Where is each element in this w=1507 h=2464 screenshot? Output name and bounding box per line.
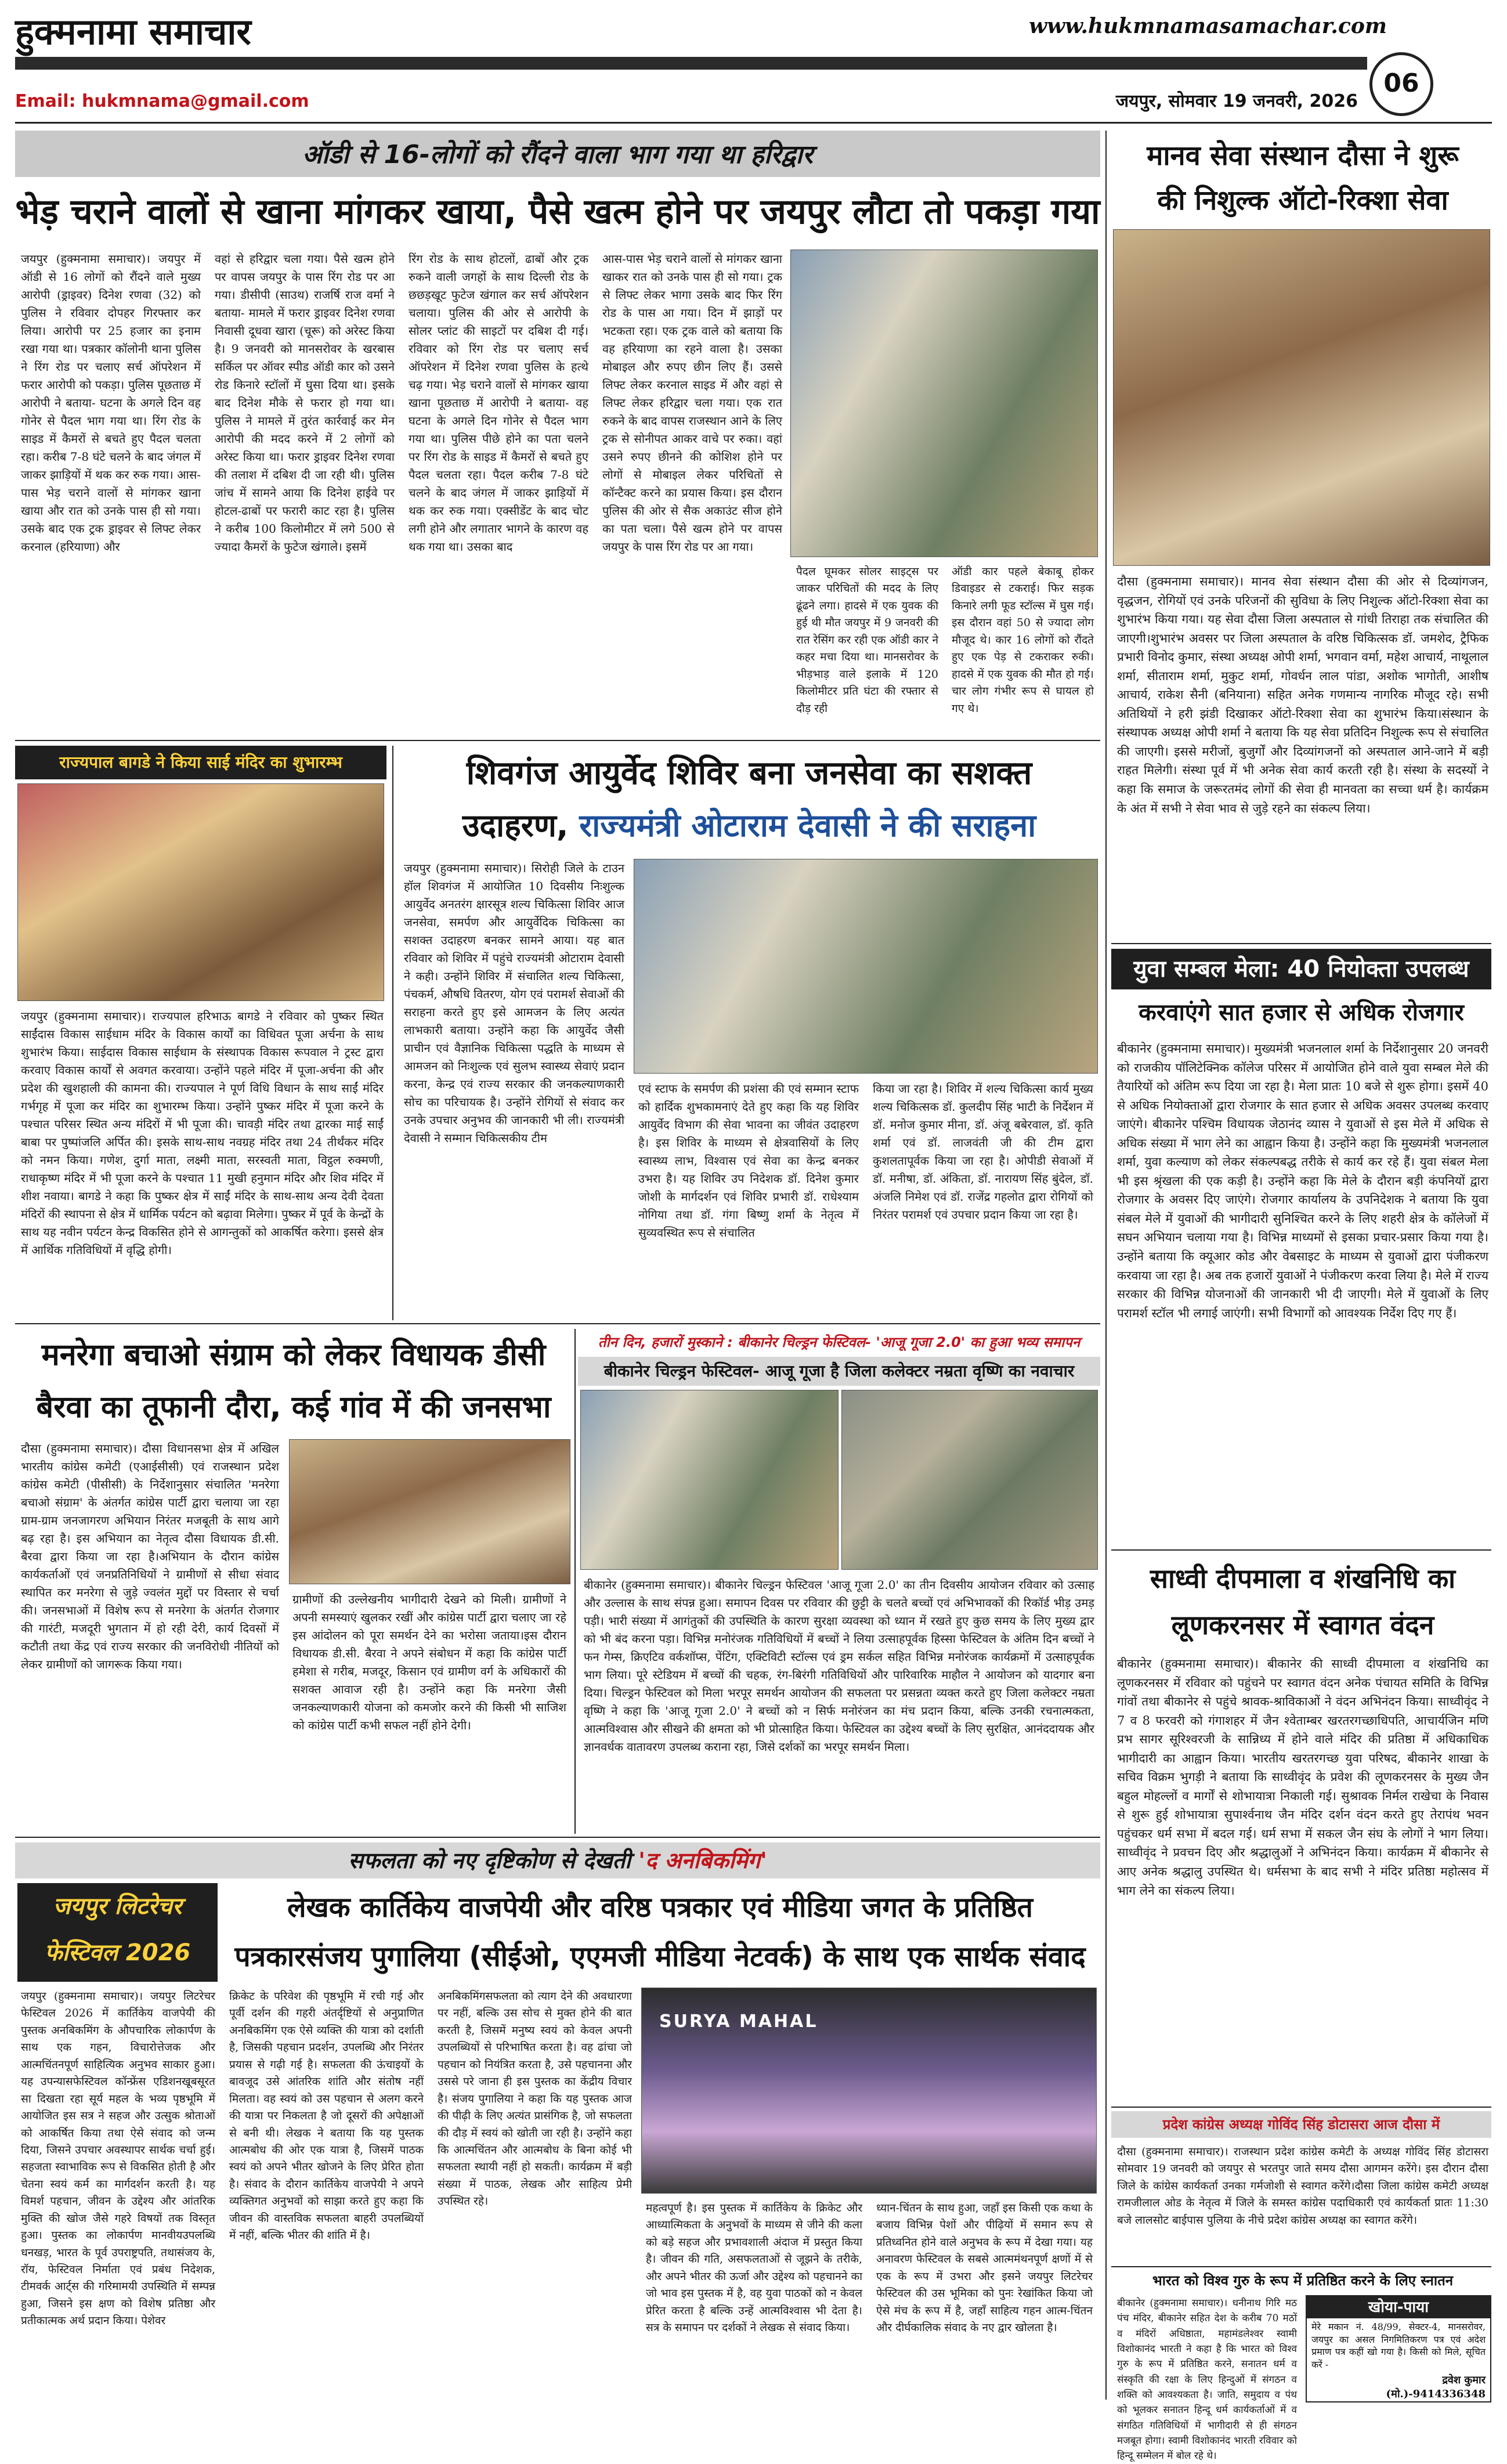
s2-headline-1: मानव सेवा संस्थान दौसा ने शुरू xyxy=(1147,140,1459,172)
s2-headline-2: की निशुल्क ऑटो-रिक्शा सेवा xyxy=(1157,185,1448,216)
s1-bottom-rule xyxy=(15,740,1100,741)
s11-kicker-b: 'द अनबिकमिंग' xyxy=(638,1848,767,1873)
jlf-badge-line-2: फेस्टिवल 2026 xyxy=(44,1939,191,1966)
s8-body: बीकानेर (हुक्मनामा समाचार)। बीकानेर की साध्वी दीपमाला व शंखनिधि का लूणकरनसर में रविवार को पहुंचने पर स्वागत वंदन अनेक पंचायत समिति के विभिन्न गांवों तथा बीकानेर से पहुंचे श्रावक-श्राविकाओं ने वंदन अभिनंदन किया। साध्वीवृंद ने 7 व 8 फरवरी को गंगाशहर में जैन श्वेताम्बर खरतरगच्छाधिपति, आचार्यजिन मणि प्रभ सागर सूरिश्वरजी के सान्निध्य में होने वाले मंदिर की प्रतिष्ठा में अधिकाधिक भागीदारी का आह्वान किया। भारतीय खरतरगच्छ युवा परिषद, बीकानेर शाखा के सचिव विक्रम भुगड़ी ने बताया कि साध्वीवृंद के प्रवेश की लूणकरनसर के मुख्य जैन बहुल मोहल्लों व मार्गों से शोभायात्रा निकाली गई। सुश्रावक निर्मल राखेचा के निवास से शुरू हुई शोभायात्रा सुपार्श्वनाथ जैन मंदिर दर्शन वंदन करते हुए तेरापंथ भवन पहुंचकर धर्म सभा में बदल गई। धर्म सभा में सकल जैन संघ के लोगों ने भाग लिया। साध्वीवृंद ने प्रवचन दिए और श्रद्धालुओं ने अभिनंदन किया। कार्यक्रम में बीकानेर से आए अनेक श्रद्धालु उपस्थित थे। धर्मसभा के बाद सभी ने मंदिर प्रतिष्ठा महोत्सव में भाग लेने का संकल्प लिया। xyxy=(1117,1657,1488,1898)
s4-headline: राज्यपाल बागडे ने किया साई मंदिर का शुभारम्भ xyxy=(59,753,342,772)
dateline: जयपुर, सोमवार 19 जनवरी, 2026 xyxy=(1115,91,1358,111)
s1-col-6: ऑडी कार पहले बेकाबू होकर डिवाइडर से टकराई। फिर सड़क किनारे लगी फूड स्टॉल्स में घुस गई। इस दौरान वहां 50 से ज्यादा लोग मौजूद थे। कार 16 लोगों को रौंदते हुए एक पेड़ से टकराकर रुकी। हादसे में एक युवक की मौत हो गई। चार लोग गंभीर रूप से घायल हो गए थे। xyxy=(952,565,1094,715)
s5-headline-1: शिवगंज आयुर्वेद शिविर बना जनसेवा का सशक्त xyxy=(466,754,1032,792)
s1-photo-arrest xyxy=(790,250,1098,557)
s11-col-4: महत्वपूर्ण है। इस पुस्तक में कार्तिकेय के क्रिकेट और आध्यात्मिकता के अनुभवों के माध्यम से जीने की कला को बड़े सहज और प्रभावशाली अंदाज में प्रस्तुत किया है। जीवन की गति, असफलताओं से जूझने के तरीके, और अपने भीतर की ऊर्जा और उद्देश्य को पहचानने का जो भाव इस पुस्तक में है, वह युवा पाठकों को न केवल प्रेरित करता है बल्कि उन्हें आत्मविश्वास भी देता है। सत्र के समापन पर दर्शकों ने लेखक से संवाद किया। xyxy=(646,2202,862,2335)
lost-found-phone: (मो.)-9414336348 xyxy=(1386,2388,1486,2401)
s7-col-1: दौसा (हुक्मनामा समाचार)। दौसा विधानसभा क्षेत्र में अखिल भारतीय कांग्रेस कमेटी (एआईसीसी) एवं राजस्थान प्रदेश कांग्रेस कमेटी (पीसीसी) के निर्देशानुसार संचालित 'मनरेगा बचाओ संग्राम' के अंतर्गत कांग्रेस पार्टी द्वारा चलाया जा रहा ग्राम-ग्राम जनजागरण अभियान निरंतर मजबूती के साथ आगे बढ़ रहा है। इस अभियान का नेतृत्व दौसा विधायक डी.सी. बैरवा द्वारा किया जा रहा है।अभियान के दौरान कांग्रेस कार्यकर्ताओं एवं जनप्रतिनिधियों ने ग्रामीणों से सीधा संवाद स्थापित कर मनरेगा से जुड़े ज्वलंत मुद्दों पर विस्तार से चर्चा की। जनसभाओं में विशेष रूप से मनरेगा के अंतर्गत रोजगार की गारंटी, मजदूरी भुगतान में हो रही देरी, कार्य दिवसों में कटौती तथा केंद्र एवं राज्य सरकार की जनविरोधी नीतियों को लेकर ग्रामीणों को जागरूक किया गया। xyxy=(21,1441,279,1671)
s4-photo xyxy=(17,783,384,1001)
lost-found-name: द्रवेश कुमार xyxy=(1442,2374,1486,2387)
page-number-badge xyxy=(1369,52,1433,116)
s11-photo xyxy=(641,1988,1097,2194)
s5-headline-2b: राज्यमंत्री ओटाराम देवासी ने की सराहना xyxy=(579,807,1036,844)
s5-bottom-rule xyxy=(15,1323,1100,1324)
s5-headline-2a: उदाहरण, xyxy=(462,807,569,844)
s7-headline-1: मनरेगा बचाओ संग्राम को लेकर विधायक डीसी xyxy=(41,1338,546,1372)
s11-col-2: क्रिकेट के परिवेश की पृष्ठभूमि में रची गई और पूर्वी दर्शन की गहरी अंतर्दृष्टियों से अनुप्राणित अनबिकमिंग एक ऐसे व्यक्ति की यात्रा को दर्शाती है, जिसकी पहचान प्रदर्शन, उपलब्धि और निरंतर प्रयास से गढ़ी गई है। सफलता की ऊंचाइयों के बावजूद उसे आंतरिक शांति और संतोष नहीं मिलता। वह स्वयं को उस पहचान से अलग करने की यात्रा पर निकलता है जो दूसरों की अपेक्षाओं से बनी थी। लेखक ने बताया कि यह पुस्तक आत्मबोध की ओर एक यात्रा है, जिसमें पाठक स्वयं को अपने भीतर खोजने के लिए प्रेरित होता है। संवाद के दौरान कार्तिकेय वाजपेयी ने अपने व्यक्तिगत अनुभवों को साझा करते हुए कहा कि जीवन की वास्तविक सफलता बाहरी उपलब्धियों में नहीं, बल्कि भीतर की शांति में है। xyxy=(229,1990,424,2242)
right-divider xyxy=(1105,131,1107,2400)
s10-headline: भारत को विश्व गुरु के रूप में प्रतिष्ठित करने के लिए स्नातन xyxy=(1152,2272,1454,2289)
email-line[interactable]: Email: hukmnama@gmail.com xyxy=(15,91,309,111)
s1-col-5: पैदल घूमकर सोलर साइट्स पर जाकर परिचितों की मदद के लिए ढूंढने लगा। हादसे में एक युवक की हुई थी मौत जयपुर में 9 जनवरी की रात रेसिंग कर रही एक ऑडी कार ने कहर मचा दिया था। मानसरोवर के भीड़भाड़ वाले इलाके में 120 किलोमीटर प्रति घंटा की रफ्तार से दौड़ रही xyxy=(796,565,938,715)
s8-headline-1: साध्वी दीपमाला व शंखनिधि का xyxy=(1150,1563,1456,1594)
lost-found-box xyxy=(1306,2295,1491,2402)
s4-side-rule xyxy=(392,746,393,1320)
s8-headline-2: लूणकरनसर में स्वागत वंदन xyxy=(1171,1609,1434,1641)
s6-bottom-rule xyxy=(15,1837,1100,1838)
s11-headline-2: पत्रकारसंजय पुगालिया (सीईओ, एएमजी मीडिया नेटवर्क) के साथ एक सार्थक संवाद xyxy=(234,1941,1086,1973)
s2-body: दौसा (हुक्मनामा समाचार)। मानव सेवा संस्थान दौसा की ओर से दिव्यांगजन, वृद्धजन, रोगियों एवं उनके परिजनों की सुविधा के लिए निशुल्क ऑटो-रिक्शा सेवा का शुभारंभ किया गया। यह सेवा दौसा जिला अस्पताल से गांधी तिराहा तक संचालित की जाएगी।शुभारंभ अवसर पर जिला अस्पताल के वरिष्ठ चिकित्सक डॉ. जमशेद, ट्रैफिक प्रभारी विनोद कुमार, संस्था अध्यक्ष ओपी शर्मा, भगवान वर्मा, महेश आचार्य, नाथूलाल शर्मा, सीताराम शर्मा, मुकुट शर्मा, गोवर्धन लाल पांडा, अशोक भागोती, आशीष आचार्य, राकेश सैनी (बनियाना) सहित अनेक गणमान्य नागरिक मौजूद रहे। सभी अतिथियों ने हरी झंडी दिखाकर ऑटो-रिक्शा सेवा का शुभारंभ किया।संस्थान के संस्थापक अध्यक्ष ओपी शर्मा ने बताया कि यह सेवा प्रतिदिन निशुल्क रूप से संचालित की जाएगी। इससे मरीजों, बुजुर्गों और दिव्यांगजनों को अस्पताल आने-जाने में बड़ी राहत मिलेगी। संस्था पूर्व में भी अनेक सेवा कार्य करती रही है। संस्था के सदस्यों ने कहा कि समाज के जरूरतमंद लोगों की सेवा ही मानवता का सच्चा धर्म है। कार्यक्रम के अंत में सभी ने सेवा भाव से जुड़े रहने का संकल्प लिया। xyxy=(1117,575,1488,815)
s4-body: जयपुर (हुक्मनामा समाचार)। राज्यपाल हरिभाऊ बागडे ने रविवार को पुष्कर स्थित साईंदास विकास साईधाम मंदिर के विकास कार्यों का विधिवत पूजा अर्चना के साथ शुभारंभ किया। साईदास विकास साईधाम के संस्थापक विकास रूपवाल ने ट्रस्ट द्वारा करवाए विकास कार्यों से अवगत करवाया। उन्होंने पहले मंदिर में पूजा-अर्चना की और प्रदेश की खुशहाली की कामना की। राज्यपाल ने पूर्ण विधि विधान के साथ साईं मंदिर गर्भगृह में पूजा कर मंदिर का शुभारम्भ किया। उन्होंने पुष्कर मंदिर में पूजा करने के पश्चात परिसर स्थित अन्य मंदिरों में भी पूजा की। चावड़ी मंदिर तथा द्वारका माई साईं बाबा पर पुष्पांजलि अर्पित की। इसके साथ-साथ नवग्रह मंदिर तथा 24 तीर्थंकर मंदिर को नमन किया। गणेश, दुर्गा माता, लक्ष्मी माता, सरस्वती माता, विट्ठल रुक्मणी, राधाकृष्ण मंदिर में भी पूजा करने के पश्चात 11 मुखी हनुमान मंदिर और शिव मंदिर में शीश नवाया। बागडे ने कहा कि पुष्कर क्षेत्र में साईं मंदिर के साथ-साथ अन्य देवी देवता मंदिरों की स्थापना से क्षेत्र में धार्मिक पर्यटन को बढ़ावा मिलेगा। पुष्कर में पूर्व के केन्द्रों के साथ यह नवीन पर्यटन केन्द्र विकसित होने से आगन्तुकों को आकर्षित करेगा। इससे क्षेत्र में आर्थिक गतिविधियों में वृद्धि होगी। xyxy=(21,1009,384,1257)
s11-kicker xyxy=(15,1842,1100,1878)
header-bar xyxy=(15,57,1367,70)
s5-col-3: किया जा रहा है। शिविर में शल्य चिकित्सा कार्य मुख्य शल्य चिकित्सक डॉ. कुलदीप सिंह भाटी के निर्देशन में डॉ. मनोज कुमार मीना, डॉ. अंजू बबेरवाल, डॉ. कृति शर्मा एवं डॉ. लाजवंती जी की टीम द्वारा कुशलतापूर्वक किया जा रहा है। ओपीडी सेवाओं में डॉ. मनीषा, डॉ. अंकिता, डॉ. नारायण सिंह बुंदेल, डॉ. अंजलि निमेश एवं डॉ. राजेंद्र गहलोत द्वारा रोगियों को निरंतर परामर्श एवं उपचार प्रदान किया जा रहा है। xyxy=(873,1082,1093,1222)
surya-mahal-banner: SURYA MAHAL xyxy=(659,2011,818,2032)
s7-side-rule xyxy=(574,1329,576,1834)
s6-headline: बीकानेर चिल्ड्रन फेस्टिवल- आजू गूजा है जिला कलेक्टर नम्रता वृष्णि का नवाचार xyxy=(603,1361,1075,1381)
s3-bottom-rule xyxy=(1111,1549,1491,1551)
lost-found-body: मेरे मकान नं. 48/99, सेक्टर-4, मानसरोवर, जयपुर का असल निगमितिकरण पत्र एवं अदेश प्रमाण पत्र कहीं खो गया है। किसी को मिले, सूचित करें - xyxy=(1311,2321,1486,2370)
s5-photo xyxy=(634,859,1098,1074)
page-number: 06 xyxy=(1383,68,1419,98)
s6-photo-1 xyxy=(580,1390,839,1570)
s1-kicker: ऑडी से 16-लोगों को रौंदने वाला भाग गया था हरिद्वार xyxy=(302,140,813,169)
s9-body: दौसा (हुक्मनामा समाचार)। राजस्थान प्रदेश कांग्रेस कमेटी के अध्यक्ष गोविंद सिंह डोटासरा सोमवार 19 जनवरी को जयपुर से भरतपुर जाते समय दौसा आगमन करेंगे। इस दौरान दौसा जिले के कांग्रेस कार्यकर्ता उनका गर्मजोशी से स्वागत करेंगे।दौसा जिला कांग्रेस कमेटी अध्यक्ष रामजीलाल ओड के नेतृत्व में जिले के समस्त कांग्रेस पदाधिकारी एवं कार्यकर्ता प्रातः 11:30 बजे लालसोट बाईपास पुलिया के नीचे प्रदेश कांग्रेस अध्यक्ष का स्वागत करेंगे। xyxy=(1117,2145,1488,2227)
s2-photo xyxy=(1113,229,1490,566)
s5-col-2: एवं स्टाफ के समर्पण की प्रशंसा की एवं सम्मान स्टाफ को हार्दिक शुभकामनाएं देते हुए कहा कि यह शिविर आयुर्वेद विभाग की सेवा भावना का जीवंत उदाहरण है। इस शिविर के माध्यम से क्षेत्रवासियों के लिए स्वास्थ्य लाभ, विश्वास एवं सेवा का केन्द्र बनकर उभरा है। यह शिविर उप निदेशक डॉ. दिनेश कुमार जोशी के मार्गदर्शन एवं शिविर प्रभारी डॉ. राधेश्याम नोगिया तथा डॉ. गंगा बिष्णु शर्मा के नेतृत्व में सुव्यवस्थित रूप से संचालित xyxy=(638,1082,859,1240)
s9-bottom-rule xyxy=(1111,2266,1491,2267)
s10-body: बीकानेर (हुक्मनामा समाचार)। धनीनाथ गिरि मठ पंच मंदिर, बीकानेर सहित देश के करीब 70 मठों व मंदिरों अधिष्ठाता, महामंडलेश्वर स्वामी विशोकानंद भारती ने कहा है कि भारत को विश्व गुरु के रूप में प्रतिष्ठित करने, सनातन धर्म व संस्कृति की रक्षा के लिए हिन्दुओं में संगठन व शक्ति को आवश्यकता है। जाति, समुदाय व पंथ को भूलकर सनातन हिन्दू धर्म कार्यकर्ताओं में व संगठित गतिविधियों में भागीदारी से ही संगठन मजबूत होगा। स्वामी विशोकानंद भारती रविवार को हिन्दू सम्मेलन में बोल रहे थे। xyxy=(1117,2297,1297,2462)
s1-col-1: जयपुर (हुक्मनामा समाचार)। जयपुर में ऑडी से 16 लोगों को रौंदने वाले मुख्य आरोपी (ड्राइवर) दिनेश रणवा (32) को पुलिस ने रविवार दोपहर गिरफ्तार कर लिया। आरोपी पर 25 हजार का इनाम रखा गया था। पत्रकार कॉलोनी थाना पुलिस ने रिंग रोड पर चलाए सर्च ऑपरेशन में फरार आरोपी को पकड़ा। पुलिस पूछताछ में आरोपी ने बताया- घटना के अगले दिन वह गोनेर से पैदल भाग गया था। रिंग रोड के साइड में कैमरों से बचते हुए पैदल चलता रहा। करीब 7-8 घंटे चलने के बाद जंगल में जाकर झाड़ियों में थक कर रुक गया। आस-पास भेड़ चराने वालों से मांगकर खाना खाया और रात को उनके पास ही सो गया। उसके बाद एक ट्रक ड्राइवर से लिफ्ट लेकर करनाल (हरियाणा) और xyxy=(21,252,201,554)
s11-col-3: अनबिकमिंगसफलता को त्याग देने की अवधारणा पर नहीं, बल्कि उस सोच से मुक्त होने की बात करती है, जिसमें मनुष्य स्वयं को केवल अपनी उपलब्धियों से परिभाषित करता है। वह ढांचा जो पहचान को नियंत्रित करता है, उसे पहचानना और उससे परे जाना ही इस पुस्तक का केंद्रीय विचार है। संजय पुगालिया ने कहा कि यह पुस्तक आज की पीढ़ी के लिए अत्यंत प्रासंगिक है, जो सफलता की दौड़ में स्वयं को खोती जा रही है। उन्होंने कहा कि आत्मचिंतन और आत्मबोध के बिना कोई भी सफलता स्थायी नहीं हो सकती। कार्यक्रम में बड़ी संख्या में पाठक, लेखक और साहित्य प्रेमी उपस्थित रहे। xyxy=(438,1990,632,2208)
top-rule xyxy=(15,122,1492,124)
s5-headline-2 xyxy=(398,800,1100,852)
s7-headline-2: बैरवा का तूफानी दौरा, कई गांव में की जनसभा xyxy=(36,1390,551,1425)
s7-col-2: ग्रामीणों की उल्लेखनीय भागीदारी देखने को मिली। ग्रामीणों ने अपनी समस्याएं खुलकर रखीं और कांग्रेस पार्टी द्वारा चलाए जा रहे इस आंदोलन को पूरा समर्थन देने का भरोसा जताया।इस दौरान विधायक डी.सी. बैरवा ने अपने संबोधन में कहा कि कांग्रेस पार्टी हमेशा से गरीब, मजदूर, किसान एवं ग्रामीण वर्ग के अधिकारों की सशक्त आवाज रही है। उन्होंने कहा कि मनरेगा जैसी जनकल्याणकारी योजना को कमजोर करने की किसी भी साजिश को कांग्रेस पार्टी कभी सफल नहीं होने देगी। xyxy=(292,1592,566,1732)
s3-body: बीकानेर (हुक्मनामा समाचार)। मुख्यमंत्री भजनलाल शर्मा के निर्देशानुसार 20 जनवरी को राजकीय पॉलिटेक्निक कॉलेज परिसर में आयोजित होने वाले युवा सम्बल मेले की तैयारियों को अंतिम रूप दिया जा रहा है। मेला प्रातः 10 बजे से शुरू होगा। इसमें 40 से अधिक नियोक्ताओं द्वारा रोजगार के सात हजार से अधिक अवसर उपलब्ध करवाए जाएंगे। बीकानेर पश्चिम विधायक जेठानंद व्यास ने युवाओं से इस मेले में अधिक से अधिक संख्या में भाग लेने का आह्वान किया है। उन्होंने कहा कि मुख्यमंत्री भजनलाल शर्मा, युवा कल्याण को लेकर संकल्पबद्ध तरीके से कार्य कर रहे हैं। युवा संबल मेला भी इस श्रृंखला की एक कड़ी है। उन्होंने कहा कि मेले के दौरान बड़ी कंपनियों द्वारा रोजगार के अवसर दिए जाएंगे। रोजगार कार्यालय के उपनिदेशक ने बताया कि युवा संबल मेले में युवाओं की भागीदारी सुनिश्चित करने के लिए शहरी क्षेत्र के कॉलेजों में सघन अभियान चलाया गया है। विभिन्न माध्यमों से इसका प्रचार-प्रसार किया गया है। उन्होंने बताया कि क्यूआर कोड और वेबसाइट के माध्यम से युवाओं द्वारा पंजीकरण करवाया जा रहा है। अब तक हजारों युवाओं ने पंजीकरण करवा लिया है। मेले में राज्य सरकार की विभिन्न योजनाओं की जानकारी भी दी जाएगी। मेले में युवाओं के लिए परामर्श स्टॉल भी लगाई जाएंगी। सभी विभागों को आवश्यक निर्देश दिए गए हैं। xyxy=(1117,1042,1488,1320)
jlf-badge-line-1: जयपुर लिटरेचर xyxy=(53,1893,182,1920)
s11-col-1: जयपुर (हुक्मनामा समाचार)। जयपुर लिटरेचर फेस्टिवल 2026 में कार्तिकेय वाजपेयी की पुस्तक अनबिकमिंग के औपचारिक लोकार्पण के साथ एक गहन, विचारोत्तेजक और आत्मचिंतनपूर्ण साहित्यिक अनुभव साकार हुआ। यह उपन्यासफेस्टिवल कॉन्फ्रेंस एडिशनखूबसूरत सा दिखता रहा सूर्य महल के भव्य पृष्ठभूमि में आयोजित इस सत्र ने सहज और उत्सुक श्रोताओं को आकर्षित किया तथा ऐसे संवाद को जन्म दिया, जिसने उपचार अवस्थापर सार्थक चर्चा हुई। सहजता स्वाभाविक रूप से विकसित होती है और चेतना स्वयं कर्म का मार्गदर्शन करती है। यह विमर्श पहचान, जीवन के उद्देश्य और आंतरिक मुक्ति की खोज जैसे गहरे विषयों तक विस्तृत हुआ। पुस्तक का लोकार्पण मानवीयउपलब्धि धनखड़, भारत के पूर्व उपराष्ट्रपति, तथासंजय के, रॉय, फेस्टिवल निर्माता एवं प्रबंध निदेशक, टीमवर्क आर्ट्स की गरिमामयी उपस्थिति में सम्पन्न हुआ, जिसने इस क्षण को विशेष प्रतिष्ठा और प्रतीकात्मक अर्थ प्रदान किया। पेशेवर xyxy=(21,1990,215,2328)
s1-col-4: आस-पास भेड़ चराने वालों से मांगकर खाना खाकर रात को उनके पास ही सो गया। ट्रक से लिफ्ट लेकर भागा उसके बाद फिर रिंग रोड के पास आ गया। दिन में झाड़ों पर भटकता रहा। एक ट्रक वाले को बताया कि वह हरियाणा का रहने वाला है। उसका मोबाइल और रुपए छीन लिए हैं। उससे लिफ्ट लेकर करनाल साइड में और वहां से लिफ्ट लेकर हरिद्वार चला गया। एक रात रुकने के बाद वापस राजस्थान आने के लिए ट्रक से सोनीपत आकर वाचे पर रुका। वहां उसने रुपए छीनने की कोशिश होने पर लोगों से मोबाइल लेकर परिचितों से कॉन्टैक्ट करने का प्रयास किया। इस दौरान पुलिस की ओर से सैक अकाउंट सीज होने का पता चला। पैसे खत्म होने पर वापस जयपुर के पास रिंग रोड पर आ गया। xyxy=(602,252,782,554)
s11-headline-1: लेखक कार्तिकेय वाजपेयी और वरिष्ठ पत्रकार एवं मीडिया जगत के प्रतिष्ठित xyxy=(287,1891,1033,1924)
s6-kicker: तीन दिन, हजारों मुस्काने : बीकानेर चिल्ड्रन फेस्टिवल- 'आजू गूजा 2.0' का हुआ भव्य समापन xyxy=(598,1334,1080,1350)
s5-col-1: जयपुर (हुक्मनामा समाचार)। सिरोही जिले के टाउन हॉल शिवगंज में आयोजित 10 दिवसीय निःशुल्क आयुर्वेद अनतरंग क्षारसूत्र शल्य चिकित्सा शिविर आज जनसेवा, समर्पण और आयुर्वेदिक चिकित्सा का सशक्त उदाहरण बनकर सामने आया। यह बात रविवार को शिविर में पहुंचे राज्यमंत्री ओटाराम देवासी ने कही। उन्होंने शिविर में संचालित शल्य चिकित्सा, पंचकर्म, औषधि वितरण, योग एवं परामर्श सेवाओं की सराहना करते हुए इसे आमजन के लिए अत्यंत लाभकारी बताया। उन्होंने कहा कि आयुर्वेद जैसी प्राचीन एवं वैज्ञानिक चिकित्सा पद्धति के माध्यम से आमजन को निःशुल्क एवं सुलभ स्वास्थ्य सेवाएं प्रदान करना, केन्द्र एवं राज्य सरकार की जनकल्याणकारी सोच का परिचायक है। उन्होंने रोगियों से संवाद कर उनके उपचार अनुभव की जानकारी भी ली। राज्यमंत्री देवासी ने सम्मान चिकित्सकीय टीम xyxy=(404,861,624,1145)
s1-col-2: वहां से हरिद्वार चला गया। पैसे खत्म होने पर वापस जयपुर के पास रिंग रोड पर आ गया। डीसीपी (साउथ) राजर्षि राज वर्मा ने बताया- मामले में फरार ड्राइवर दिनेश रणवा निवासी दूधवा खारा (चूरू) को अरेस्ट किया है। 9 जनवरी को मानसरोवर के खरबास सर्किल पर ऑवर स्पीड ऑडी कार को उसने रोड किनारे स्टॉलों में घुसा दिया था। इसके बाद दिनेश मौके से फरार हो गया था। पुलिस ने मामले में तुरंत कार्रवाई कर मेन आरोपी की मदद करने में 2 लोगों को अरेस्ट किया था। फरार ड्राइवर दिनेश रणवा की तलाश में दबिश दी जा रही थी। पुलिस जांच में सामने आया कि दिनेश हाईवे पर होटल-ढाबों पर फरारी काट रहा है। पुलिस ने करीब 100 किलोमीटर में लगे 500 से ज्यादा कैमरों के फुटेज खंगाले। इसमें xyxy=(215,252,395,554)
masthead-url[interactable]: www.hukmnamasamachar.com xyxy=(1029,14,1387,38)
s11-col-5: ध्यान-चिंतन के साथ हुआ, जहाँ इस किसी एक कथा के बजाय विभिन्न पेशों और पीढ़ियों में समान रूप से प्रतिध्वनित होने वाले अनुभव के रूप में देखा गया। यह अनावरण फेस्टिवल के सबसे आत्ममंथनपूर्ण क्षणों में से एक के रूप में उभरा और इसने जयपुर लिटरेचर फेस्टिवल की उस भूमिका को पुनः रेखांकित किया जो ऐसे मंच के रूप में है, जहाँ साहित्य गहन आत्म-चिंतन और दीर्घकालिक संवाद के नए द्वार खोलता है। xyxy=(876,2202,1093,2335)
masthead-title: हुक्मनामा समाचार xyxy=(15,10,251,53)
s6-photo-2 xyxy=(841,1390,1098,1570)
s3-headline-2: करवाएंगे सात हजार से अधिक रोजगार xyxy=(1139,999,1464,1026)
s11-kicker-a: सफलता को नए दृष्टिकोण से देखती xyxy=(348,1848,631,1873)
s6-body: बीकानेर (हुक्मनामा समाचार)। बीकानेर चिल्ड्रन फेस्टिवल 'आजू गूजा 2.0' का तीन दिवसीय आयोजन रविवार को उत्साह और उल्लास के साथ संपन्न हुआ। समापन दिवस पर रविवार की छुट्टी के चलते बच्चों एवं अभिभावकों की रिकॉर्ड भीड़ उमड़ पड़ी। भारी संख्या में आगंतुकों की उपस्थिति के कारण सुरक्षा व्यवस्था को ध्यान में रखते हुए कुछ समय के लिए मुख्य द्वार को भी बंद करना पड़ा। विभिन्न मनोरंजक गतिविधियों में बच्चों ने लिया उत्साहपूर्वक हिस्सा फेस्टिवल के अंतिम दिन बच्चों ने फन गेम्स, क्रिएटिव वर्कशॉप्स, पेंटिंग, एक्टिविटी स्टॉल्स एवं ड्रम सर्कल सहित विभिन्न मनोरंजक कार्यक्रमों में उत्साहपूर्वक भाग लिया। पूरे स्टेडियम में बच्चों की चहक, रंग-बिरंगी गतिविधियों और पारिवारिक माहौल ने आयोजन को यादगार बना दिया। चिल्ड्रन फेस्टिवल को मिला भरपूर समर्थन आयोजन की सफलता पर प्रसन्नता व्यक्त करते हुए जिला कलेक्टर नम्रता वृष्णि ने कहा कि 'आजू गूजा 2.0' ने बच्चों को न सिर्फ मनोरंजन का मंच प्रदान किया, बल्कि उनकी रचनात्मकता, आत्मविश्वास और सीखने की क्षमता को भी प्रोत्साहित किया। फेस्टिवल का उद्देश्य बच्चों के लिए सुरक्षित, आनंददायक और ज्ञानवर्धक वातावरण उपलब्ध कराना रहा, जिसे दर्शकों का भरपूर समर्थन मिला। xyxy=(584,1578,1094,1754)
jlf-badge xyxy=(17,1883,218,1982)
s8-bottom-rule xyxy=(1111,2107,1491,2108)
s3-headline-1: युवा सम्बल मेला: 40 नियोक्ता उपलब्ध xyxy=(1133,956,1469,982)
s1-col-3: रिंग रोड के साथ होटलों, ढाबों और ट्रक रुकने वाली जगहों के साथ दिल्ली रोड के छछड़खूट फुटेज खंगाल कर सर्च ऑपरेशन चलाया। पुलिस की ओर से आरोपी के सोलर प्लांट की साइटों पर दबिश दी गई। रविवार को रिंग रोड पर चलाए सर्च ऑपरेशन में दिनेश रणवा पुलिस के हत्थे चढ़ गया। भेड़ चराने वालों से मांगकर खाया खाना पूछताछ में आरोपी ने बताया- वह घटना के अगले दिन गोनेर से पैदल भाग गया था। पुलिस पीछे होने का पता चलने पर रिंग रोड के साइड में कैमरों से बचते हुए पैदल चलता रहा। पैदल करीब 7-8 घंटे चलने के बाद जंगल में जाकर झाड़ियों में थक कर रुक गया। एक्सीडेंट के बाद चोट लगी होने और लगातार भागने के कारण वह थक गया था। उसका बाद xyxy=(409,252,588,554)
lost-found-title: खोया-पाया xyxy=(1307,2296,1490,2318)
s9-headline: प्रदेश कांग्रेस अध्यक्ष गोविंद सिंह डोटासरा आज दौसा में xyxy=(1162,2116,1440,2133)
s2-bottom-rule xyxy=(1111,943,1491,944)
s1-headline: भेड़ चराने वालों से खाना मांगकर खाया, पैसे खत्म होने पर जयपुर लौटा तो पकड़ा गया xyxy=(15,192,1100,232)
s7-photo xyxy=(289,1439,570,1584)
